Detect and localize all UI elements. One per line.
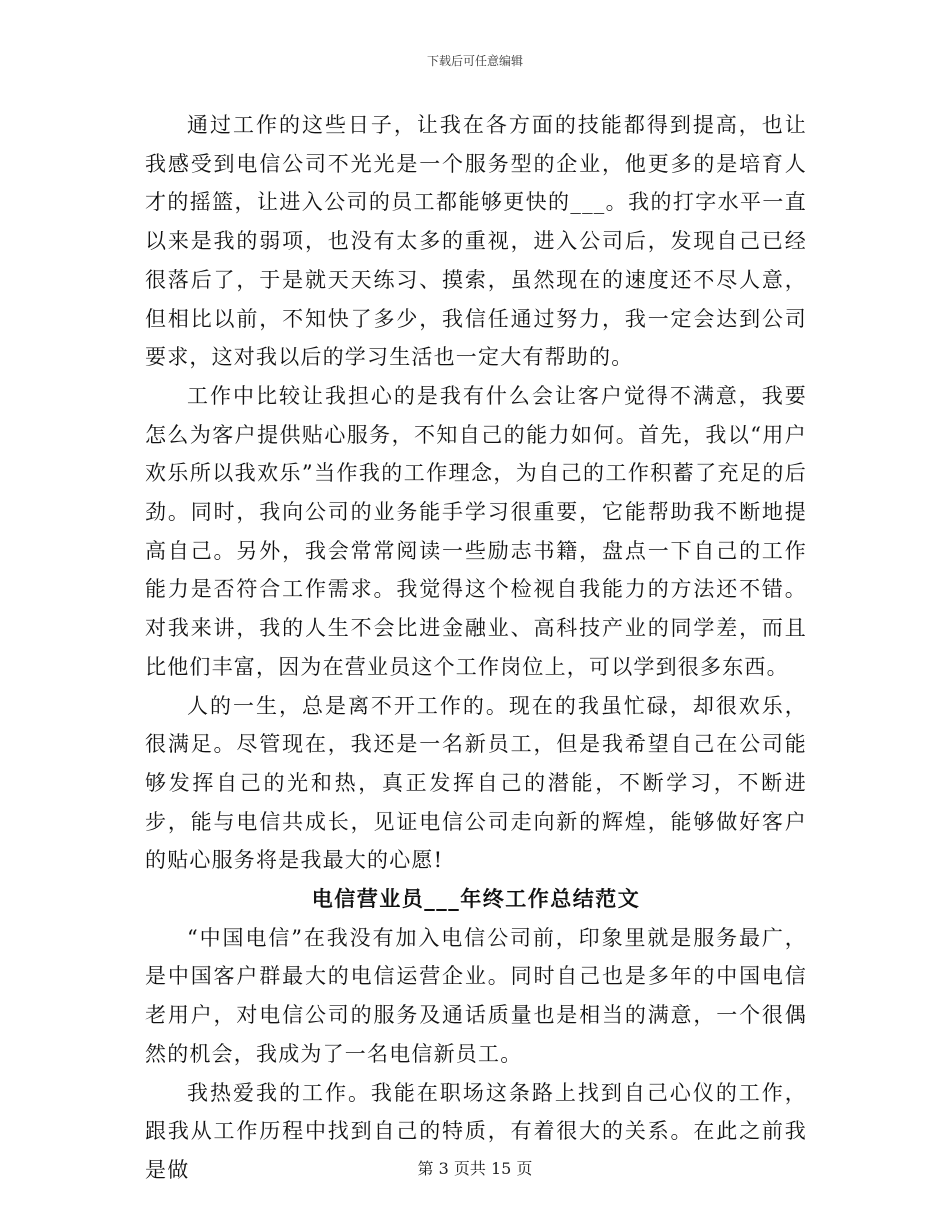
paragraph-4: “中国电信”在我没有加入电信公司前，印象里就是服务最广，是中国客户群最大的电信运营企业。同时自己也是多年的中国电信老用户，对电信公司的服务及通话质量也是相当的满意，一个很偶然的机会，我成为了一名电信新员工。	[145, 925, 807, 1066]
page-footer: 第 3 页共 15 页	[417, 1159, 533, 1178]
paragraph-5: 我热爱我的工作。我能在职场这条路上找到自己心仪的工作，跟我从工作历程中找到自己的特质，有着很大的关系。在此之前我是做	[145, 1080, 807, 1182]
paragraph-3: 人的一生，总是离不开工作的。现在的我虽忙碌，却很欢乐，很满足。尽管现在，我还是一名新员工，但是我希望自己在公司能够发挥自己的光和热，真正发挥自己的潜能，不断学习，不断进步，能与电信共成长，见证电信公司走向新的辉煌，能够做好客户的贴心服务将是我最大的心愿!	[145, 693, 807, 873]
paragraph-1: 通过工作的这些日子，让我在各方面的技能都得到提高，也让我感受到电信公司不光光是一个服务型的企业，他更多的是培育人才的摇篮，让进入公司的员工都能够更快的___。我的打字水平一直以来是我的弱项，也没有太多的重视，进入公司后，发现自己已经很落后了，于是就天天练习、摸索，虽然现在的速度还不尽人意，但相比以前，不知快了多少，我信任通过努力，我一定会达到公司要求，这对我以后的学习生活也一定大有帮助的。	[145, 113, 807, 370]
paragraph-2: 工作中比较让我担心的是我有什么会让客户觉得不满意，我要怎么为客户提供贴心服务，不知自己的能力如何。首先，我以“用户欢乐所以我欢乐”当作我的工作理念，为自己的工作积蓄了充足的后劲。同时，我向公司的业务能手学习很重要，它能帮助我不断地提高自己。另外，我会常常阅读一些励志书籍，盘点一下自己的工作能力是否符合工作需求。我觉得这个检视自我能力的方法还不错。对我来讲，我的人生不会比进金融业、高科技产业的同学差，而且比他们丰富，因为在营业员这个工作岗位上，可以学到很多东西。	[145, 383, 807, 679]
section-title: 电信营业员___年终工作总结范文	[311, 886, 641, 912]
page-header: 下载后可任意编辑	[426, 54, 523, 68]
document-body	[145, 106, 807, 1190]
